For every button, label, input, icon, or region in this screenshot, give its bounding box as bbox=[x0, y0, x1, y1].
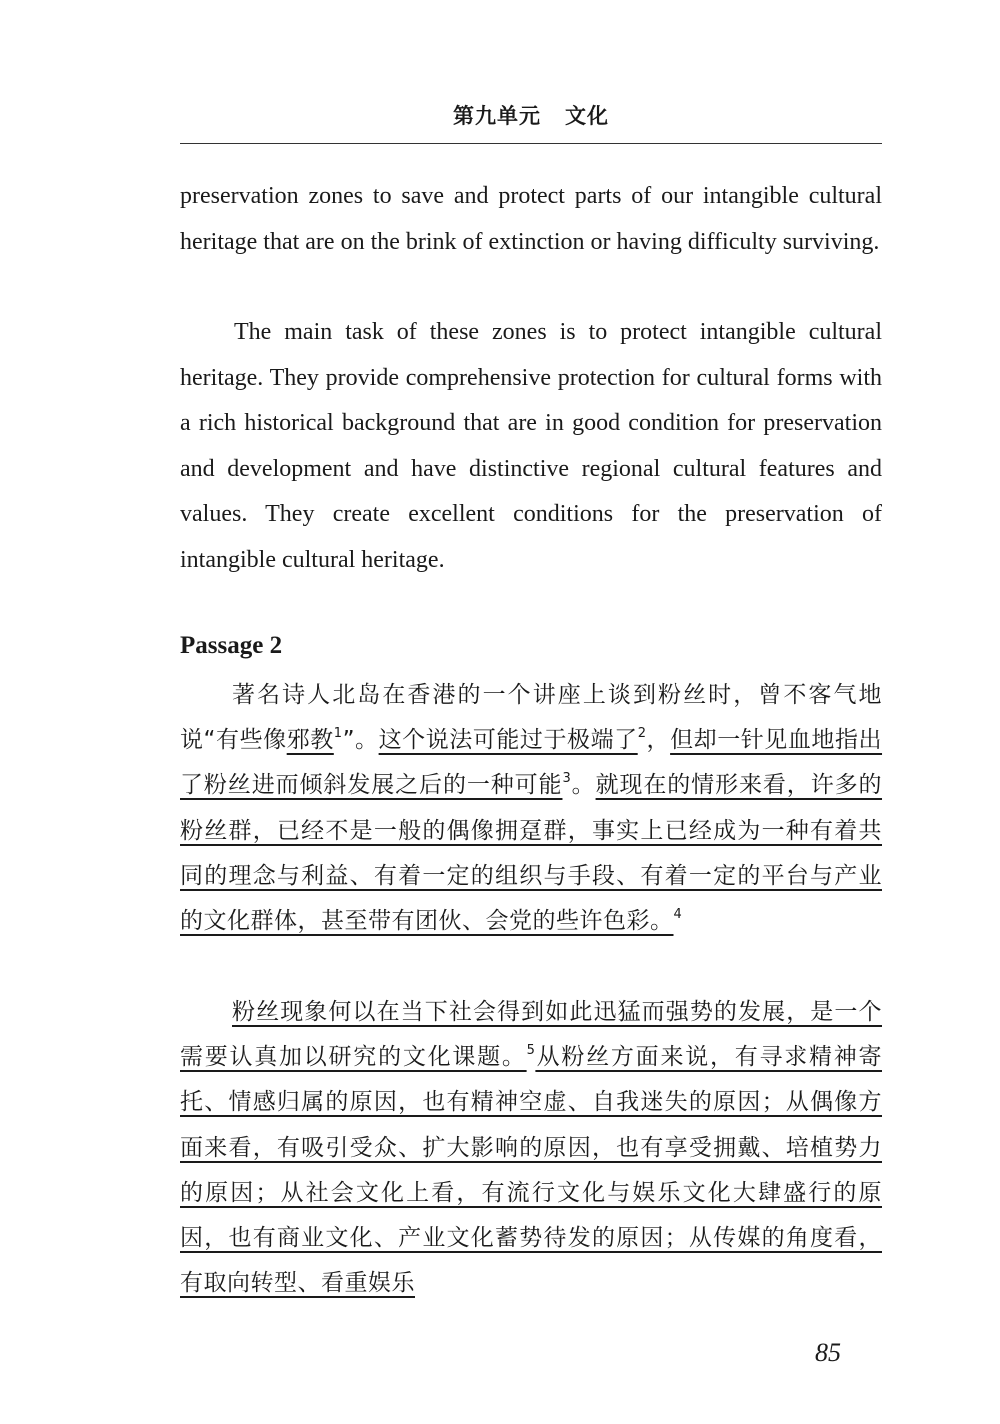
sentence-3: 但却一针见血地指出了粉丝进而倾斜发展之后的一种可能 bbox=[180, 727, 883, 799]
note-marker-5: 5 bbox=[526, 1043, 536, 1059]
sentence-5: 粉丝现象何以在当下社会得到如此迅猛而强势的发展，是一个需要认真加以研究的文化课题。 bbox=[180, 999, 882, 1071]
english-paragraph-1: preservation zones to save and protect parts of our intangible cultural heritage that are on the brink of extinction or having difficulty surviving. bbox=[180, 183, 882, 255]
sentence-4: 就现在的情形来看，许多的粉丝群，已经不是一般的偶像拥趸群，事实上已经成为一种有着共同的理念与利益、有着一定的组织与手段、有着一定的平台与产业的文化群体，甚至带有团伙、会党的些许色彩。 bbox=[180, 772, 883, 935]
note-marker-3: 3 bbox=[562, 771, 572, 787]
page-number: 85 bbox=[815, 1338, 841, 1367]
note-marker-1: 1 bbox=[333, 726, 343, 742]
english-paragraph-2: The main task of these zones is to protect intangible cultural heritage. They provide comprehensive protection for cultural forms with a rich historical background that are in good condition for preservation and development and have distinctive regional cultural features and values. They create excellent conditions for the preservation of intangible cultural heritage. bbox=[180, 319, 882, 573]
chinese-paragraph-1: 著名诗人北岛在香港的一个讲座上谈到粉丝时，曾不客气地说“有些像邪教$^1$”。这个说法可能过于极端了$^2$，但却一针见血地指出了粉丝进而倾斜发展之后的一种可能$^3$。就现在的情形来看，许多的粉丝群，已经不是一般的偶像拥趸群，事实上已经成为一种有着共同的理念与利益、有着一定的组织与手段、有着一定的平台与产业的文化群体，甚至带有团伙、会党的些许色彩。$^4$ bbox=[180, 682, 883, 935]
note-marker-2: 2 bbox=[637, 726, 647, 742]
sentence-6: 从粉丝方面来说，有寻求精神寄托、情感归属的原因，也有精神空虚、自我迷失的原因；从偶像方面来看，有吸引受众、扩大影响的原因，也有享受拥戴、培植势力的原因；从社会文化上看，有流行文化与娱乐文化大肆盛行的原因，也有商业文化、产业文化蓄势待发的原因；从传媒的角度看，有取向转型、看重娱乐 bbox=[180, 1044, 882, 1297]
header-rule bbox=[180, 143, 882, 144]
passage-title: Passage 2 bbox=[180, 632, 283, 659]
chinese-paragraph-2 bbox=[180, 990, 882, 1306]
running-header bbox=[180, 100, 882, 130]
topic-label: 文化 bbox=[565, 104, 609, 128]
sentence-1: 著名诗人北岛在香港的一个讲座上谈到粉丝时，曾不客气地说“有些像 bbox=[180, 682, 882, 754]
unit-label: 第九单元 bbox=[453, 104, 541, 128]
sentence-2: 这个说法可能过于极端了 bbox=[378, 727, 638, 754]
underlined-term: 邪教 bbox=[286, 727, 334, 754]
note-marker-4: 4 bbox=[673, 907, 683, 923]
